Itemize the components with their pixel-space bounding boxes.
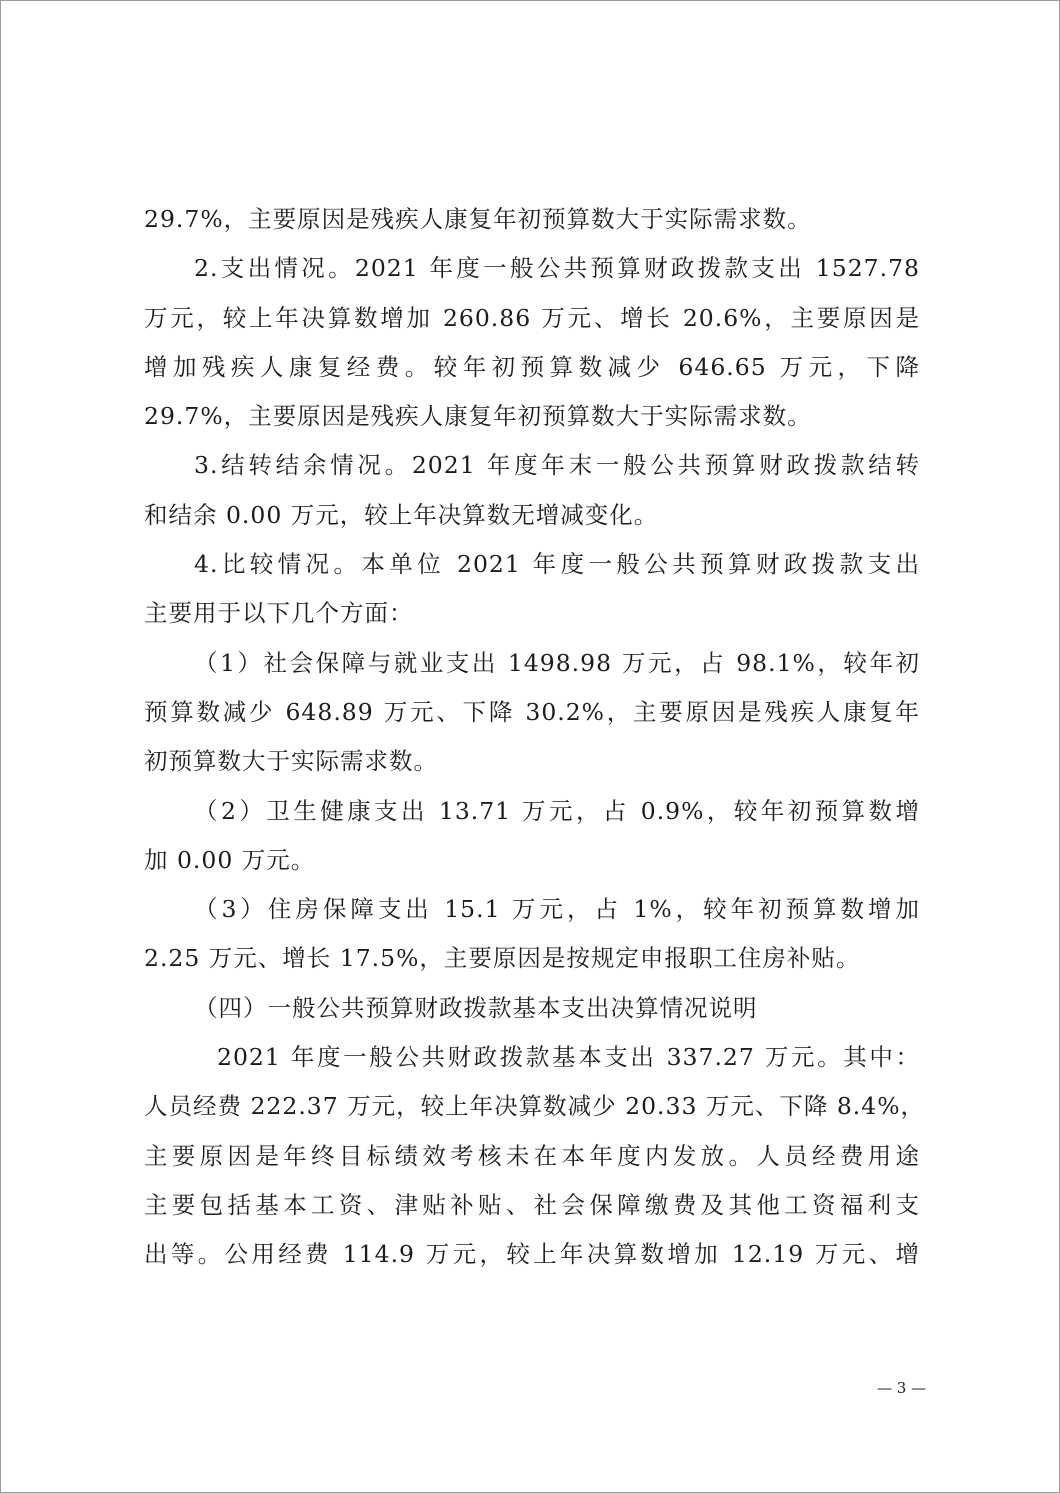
text-line: 2.支出情况。2021 年度一般公共预算财政拨款支出 1527.78 xyxy=(194,254,920,283)
text-line: 初预算数大于实际需求数。 xyxy=(144,747,438,776)
text-line: 主要包括基本工资、津贴补贴、社会保障缴费及其他工资福利支 xyxy=(144,1190,920,1219)
text-line: 增加残疾人康复经费。较年初预算数减少 646.65 万元，下降 xyxy=(144,352,920,381)
page-number: — 3 — xyxy=(877,1379,927,1397)
text-line: 2.25 万元、增长 17.5%，主要原因是按规定申报职工住房补贴。 xyxy=(144,944,861,973)
text-line: （2）卫生健康支出 13.71 万元，占 0.9%，较年初预算数增 xyxy=(194,796,920,825)
text-line: 4.比较情况。本单位 2021 年度一般公共预算财政拨款支出 xyxy=(194,550,920,579)
text-line: 万元，较上年决算数增加 260.86 万元、增长 20.6%，主要原因是 xyxy=(144,303,920,332)
text-line: 出等。公用经费 114.9 万元，较上年决算数增加 12.19 万元、增 xyxy=(144,1240,920,1269)
text-line: 2021 年度一般公共财政拨款基本支出 337.27 万元。其中： xyxy=(217,1043,920,1072)
text-line: （1）社会保障与就业支出 1498.98 万元，占 98.1%，较年初 xyxy=(194,648,920,677)
text-line: 29.7%，主要原因是残疾人康复年初预算数大于实际需求数。 xyxy=(144,402,812,431)
text-line: 加 0.00 万元。 xyxy=(144,845,316,874)
text-line: 主要原因是年终目标绩效考核未在本年度内发放。人员经费用途 xyxy=(144,1141,920,1170)
text-line: 预算数减少 648.89 万元、下降 30.2%，主要原因是残疾人康复年 xyxy=(144,697,920,726)
text-line: 29.7%，主要原因是残疾人康复年初预算数大于实际需求数。 xyxy=(144,205,812,233)
text-line: 3.结转结余情况。2021 年度年末一般公共预算财政拨款结转 xyxy=(194,451,920,480)
text-line: （四）一般公共预算财政拨款基本支出决算情况说明 xyxy=(194,993,758,1022)
text-line: 人员经费 222.37 万元，较上年决算数减少 20.33 万元、下降 8.4%， xyxy=(144,1092,926,1121)
text-line: 和结余 0.00 万元，较上年决算数无增减变化。 xyxy=(144,500,659,529)
text-line: （3）住房保障支出 15.1 万元，占 1%，较年初预算数增加 xyxy=(194,895,920,924)
text-line: 主要用于以下几个方面： xyxy=(144,599,414,628)
document-body xyxy=(144,195,926,1280)
